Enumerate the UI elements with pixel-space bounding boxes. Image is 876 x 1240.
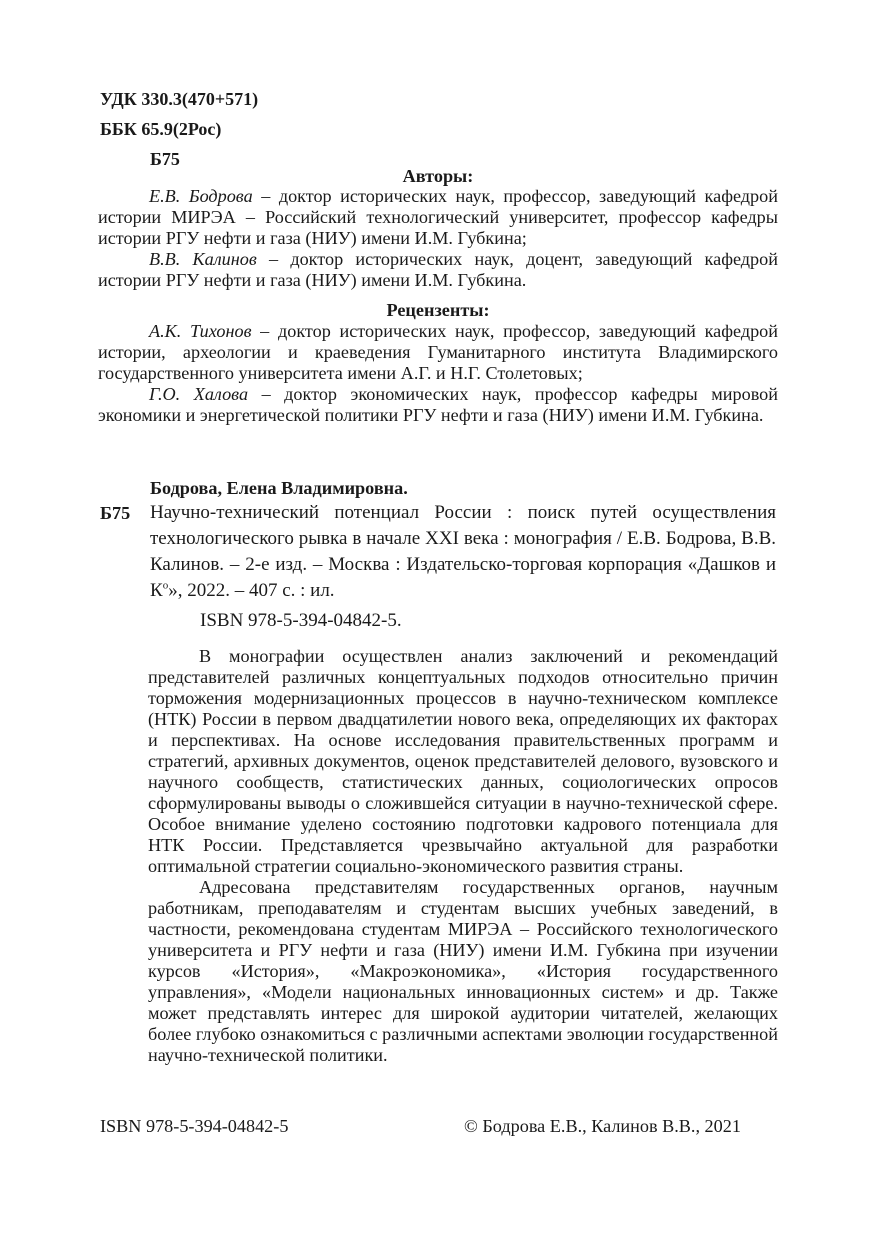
bibliography-description-end: », 2022. – 407 с. : ил. [168,580,335,601]
reviewer-entry [98,384,778,426]
bibliography-description-text: Научно-технический потенциал России : поиск путей осуществления технологического рывка в начале XXI века : монография / Е.В. Бодрова, В.В. Калинов. – 2-е изд. – Москва : Издательско-торговая корпорация «Дашков и К [150,502,776,601]
bibliography-mark: Б75 [100,503,131,523]
author-name: В.В. Калинов [149,249,257,269]
bbk-code: ББК 65.9(2Рос) [100,119,222,139]
author-desc: – доктор исторических наук, профессор, заведующий кафедрой истории МИРЭА – Российский технологический университет, профессор кафедры истории РГУ нефти и газа (НИУ) имени И.М. Губкина; [98,186,778,248]
authors-list [98,186,778,291]
reviewer-desc: – доктор экономических наук, профессор кафедры мировой экономики и энергетической политики РГУ нефти и газа (НИУ) имени И.М. Губкина. [98,384,778,425]
author-mark-code: Б75 [150,149,180,169]
bibliography-sup: о [162,579,169,592]
abstract [148,646,778,1066]
authors-heading: Авторы: [402,166,474,186]
bibliography-author: Бодрова, Елена Владимировна. [150,478,408,498]
footer-copyright: © Бодрова Е.В., Калинов В.В., 2021 [464,1116,741,1136]
author-name: Е.В. Бодрова [149,186,253,206]
reviewers-list [98,321,778,426]
bibliography-description [150,500,776,604]
author-desc: – доктор исторических наук, доцент, заведующий кафедрой истории РГУ нефти и газа (НИУ) имени И.М. Губкина. [98,249,778,290]
reviewer-desc: – доктор исторических наук, профессор, заведующий кафедрой истории, археологии и краеведения Гуманитарного института Владимирского государственного университета имени А.Г. и Н.Г. Столетовых; [98,321,778,383]
classification-codes [100,84,258,174]
bibliography-isbn: ISBN 978-5-394-04842-5. [200,610,402,631]
author-entry [98,249,778,291]
reviewer-name: А.К. Тихонов [149,321,252,341]
reviewers-heading: Рецензенты: [386,300,490,320]
reviewer-entry [98,321,778,384]
footer-isbn: ISBN 978-5-394-04842-5 [100,1116,289,1136]
author-entry [98,186,778,249]
abstract-paragraph: Адресована представителям государственных органов, научным работникам, преподавателям и студентам высших учебных заведений, в частности, рекомендована студентам МИРЭА – Российского технологического университета и РГУ нефти и газа (НИУ) имени И.М. Губкина при изучении курсов «История», «Макроэкономика», «История государственного управления», «Модели национальных инновационных систем» и др. Также может представлять интерес для широкой аудитории читателей, желающих более глубоко ознакомиться с различными аспектами эволюции государственной научно-технической политики. [148,877,778,1065]
udk-code: УДК 330.3(470+571) [100,89,259,109]
abstract-paragraph: В монографии осуществлен анализ заключений и рекомендаций представителей различных концептуальных подходов относительно причин торможения модернизационных процессов в научно-техническом комплексе (НТК) России в первом двадцатилетии нового века, определяющих их факторах и перспективах. На основе исследования правительственных программ и стратегий, архивных документов, оценок представителей делового, вузовского и научного сообществ, статистических данных, социологических опросов сформулированы выводы о сложившейся ситуации в научно-технической сфере. Особое внимание уделено состоянию подготовки кадрового потенциала для НТК России. Представляется чрезвычайно актуальной для разработки оптимальной стратегии социально-экономического развития страны. [148,646,778,876]
reviewer-name: Г.О. Халова [149,384,249,404]
